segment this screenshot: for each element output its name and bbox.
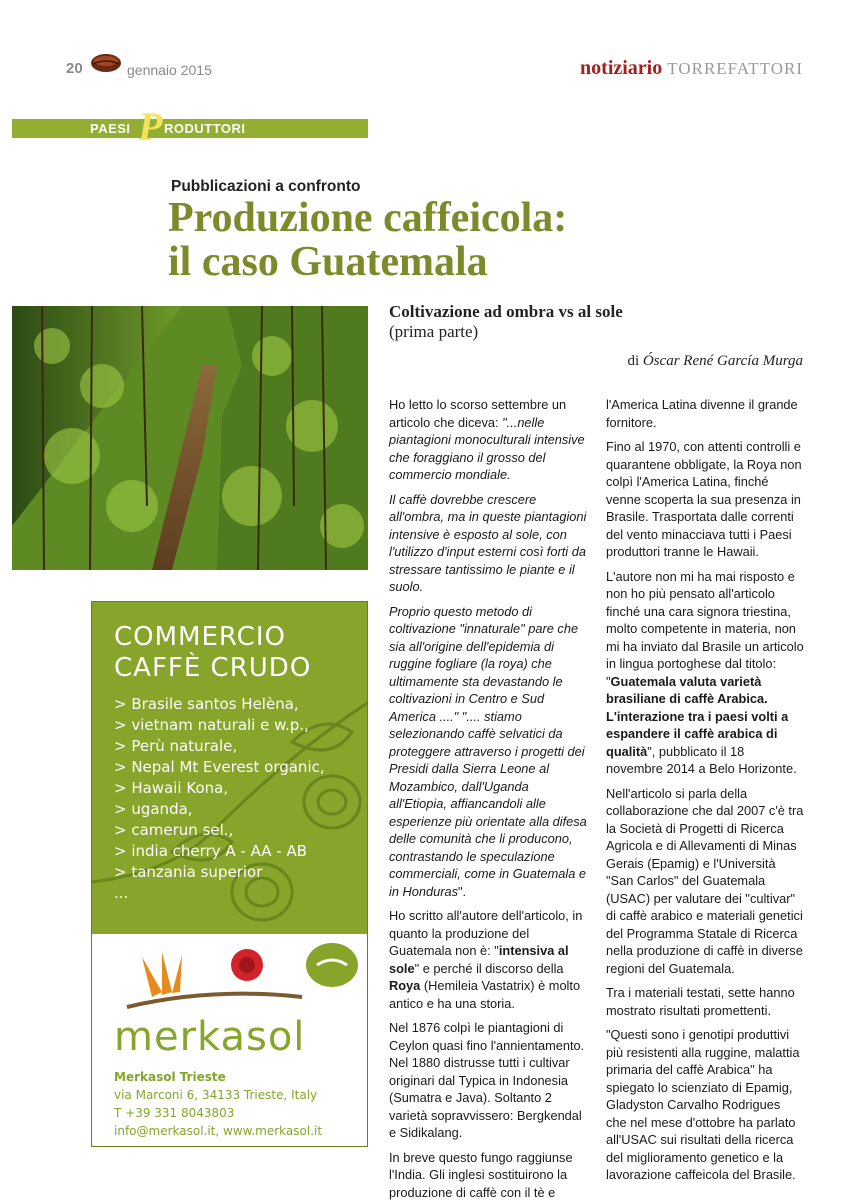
- text-run: ".: [458, 883, 467, 899]
- quote-run: "...nelle piantagioni monoculturali intensive che foraggiano il grosso del commercio mondiale.: [389, 414, 585, 482]
- merkasol-logo-illustration: [122, 937, 362, 1017]
- ad-green-panel: [92, 602, 368, 934]
- ad-contact-block: [114, 1068, 322, 1140]
- coffee-plantation-photo: [12, 306, 368, 570]
- page-number: 20: [66, 60, 83, 77]
- article-title-line1: Produzione caffeicola:: [168, 195, 568, 241]
- ad-contact-address: via Marconi 6, 34133 Trieste, Italy: [114, 1088, 318, 1102]
- paragraph: [389, 603, 587, 901]
- article-kicker: Pubblicazioni a confronto: [171, 178, 361, 195]
- ad-product-item: > Brasile santos Helèna,: [114, 695, 299, 713]
- text-run: Ho scritto all'autore dell'articolo, in quanto la produzione del Guatemala non è: ": [389, 908, 583, 958]
- merkasol-advertisement: [91, 601, 368, 1147]
- article-column-1: [389, 396, 587, 1200]
- ad-brand-name: merkasol: [114, 1014, 306, 1060]
- masthead-torrefattori: TORREFATTORI: [667, 59, 803, 78]
- paragraph: "Questi sono i genotipi produttivi più resistenti alla ruggine, malattia primaria del caffè Arabica" ha spiegato lo scienziato di Epamig, Gladyston Carvalho Rodrigues che nel mese d'ottobre ha parlato all'USAC sui risultati della ricerca del miglioramento genetico e la lavorazione caffeicola del Brasile.: [606, 1027, 800, 1182]
- ad-product-item: > india cherry A - AA - AB: [114, 842, 308, 860]
- quote-run: Il caffè dovrebbe crescere all'ombra, ma in queste piantagioni intensive è esposto al sole, con l'utilizzo d'input esterni così forti da stressare tantissimo le piante e il suolo.: [389, 491, 587, 594]
- paragraph: [389, 396, 587, 484]
- paragraph: Nell'articolo si parla della collaborazione che dal 2007 c'è tra la Società di Progetti di Ricerca Agricola e di Allevamenti di Minas Gerais (Epamig) e l'Università "San Carlos" del Guatemala (USAC) per valutare dei "cultivar" di caffè arabico e materiali genetici del Programma Statale di Ricerca nella produzione di caffè in diverse regioni del Guatemala.: [606, 785, 804, 976]
- coffee-bean-icon: [90, 52, 122, 74]
- ad-product-item: > Hawaii Kona,: [114, 779, 229, 797]
- ad-contact-name: Merkasol Trieste: [114, 1070, 226, 1084]
- paragraph: In breve questo fungo raggiunse l'India. Gli inglesi sostituirono la produzione di caffè con il tè e: [389, 1149, 573, 1200]
- quote-run: Proprio questo metodo di coltivazione "innaturale" pare che sia all'origine dell'epidemia di ruggine fogliare (la roya) che ultimamente sta devastando le coltivazioni in Centro e Sud America ...." ".... stiamo selezionando caffè selvatici da proteggere attraverso i progetti dei Presidi dalla Sierra Leone al Mozambico, dall'Uganda all'Etiopia, affiancandoli alle esperienze più orientate alla difesa delle comunità che li producono, contrastando le speculazione commerciali, come in Guatemala e in Honduras: [389, 603, 587, 899]
- issue-date: gennaio 2015: [127, 62, 212, 78]
- ad-contact-web[interactable]: info@merkasol.it, www.merkasol.it: [114, 1124, 323, 1138]
- ad-title-line1: COMMERCIO: [114, 622, 286, 652]
- bold-run: Roya: [389, 978, 421, 993]
- bold-run: intensiva al sole: [389, 943, 569, 976]
- ad-product-item: > tanzania superior: [114, 863, 263, 881]
- paragraph: Fino al 1970, con attenti controlli e quarantene obbligate, la Roya non colpì l'America Latina, finché venne scoperta la sua presenza in Brasile. Trasportata dalle correnti del vento minacciava tutti i Paesi produttori tranne le Hawaii.: [606, 439, 802, 559]
- byline-prefix: di: [627, 353, 640, 369]
- ad-product-item: ...: [114, 884, 129, 902]
- ad-product-item: > camerun sel.,: [114, 821, 234, 839]
- byline-author: Óscar René García Murga: [642, 353, 803, 369]
- section-decorative-letter: P: [138, 104, 163, 149]
- bold-run: Guatemala valuta varietà brasiliane di caffè Arabica. L'interazione tra i paesi volti a espandere il caffè arabica di qualità: [606, 673, 789, 759]
- ad-product-list: [114, 694, 325, 904]
- article-subtitle-part: (prima parte): [389, 322, 479, 341]
- article-subtitle: Coltivazione ad ombra vs al sole: [389, 302, 623, 321]
- text-run: Ho letto lo scorso settembre un articolo che diceva:: [389, 397, 567, 430]
- text-run: (Hemileia Vastatrix) è molto antico e ha una storia.: [389, 978, 581, 1011]
- text-run: " e perché il discorso della: [414, 960, 564, 976]
- masthead-notiziario: notiziario: [580, 57, 663, 79]
- text-run: ", pubblicato il 18 novembre 2014 a Belo Horizonte.: [606, 743, 797, 776]
- section-label-paesi: PAESI: [90, 121, 131, 136]
- paragraph: [389, 907, 587, 1012]
- paragraph: [606, 568, 804, 778]
- masthead: [580, 57, 803, 80]
- ad-title: [114, 622, 311, 684]
- ad-product-item: > Nepal Mt Everest organic,: [114, 758, 325, 776]
- article-title: [168, 196, 567, 284]
- ad-contact-phone: T +39 331 8043803: [114, 1106, 235, 1120]
- paragraph: Nel 1876 colpì le piantagioni di Ceylon quasi fino l'annientamento. Nel 1880 distrusse tutti i cultivar originari dal Typica in Indonesia (Sumatra e Java). Soltanto 2 varietà sopravvissero: Bergkendal e Sidikalang.: [389, 1020, 585, 1140]
- text-run: L'autore non mi ha mai risposto e non ho più pensato all'articolo finché una cara signora triestina, molto competente in materia, non mi ha inviato dal Brasile un articolo in lingua portoghese dal titolo: ": [606, 568, 804, 689]
- byline: [627, 353, 803, 370]
- article-title-line2: il caso Guatemala: [168, 239, 488, 285]
- ad-product-item: > uganda,: [114, 800, 193, 818]
- paragraph: [389, 491, 587, 596]
- ad-product-item: > Perù naturale,: [114, 737, 238, 755]
- section-label-produttori: RODUTTORI: [164, 121, 246, 136]
- ad-title-line2: CAFFÈ CRUDO: [114, 653, 312, 683]
- ad-product-item: > vietnam naturali e w.p.,: [114, 716, 309, 734]
- section-band: [12, 104, 368, 149]
- article-column-2: [606, 396, 804, 1191]
- paragraph: l'America Latina divenne il grande fornitore.: [606, 397, 798, 430]
- paragraph: Tra i materiali testati, sette hanno mostrato risultati promettenti.: [606, 985, 795, 1018]
